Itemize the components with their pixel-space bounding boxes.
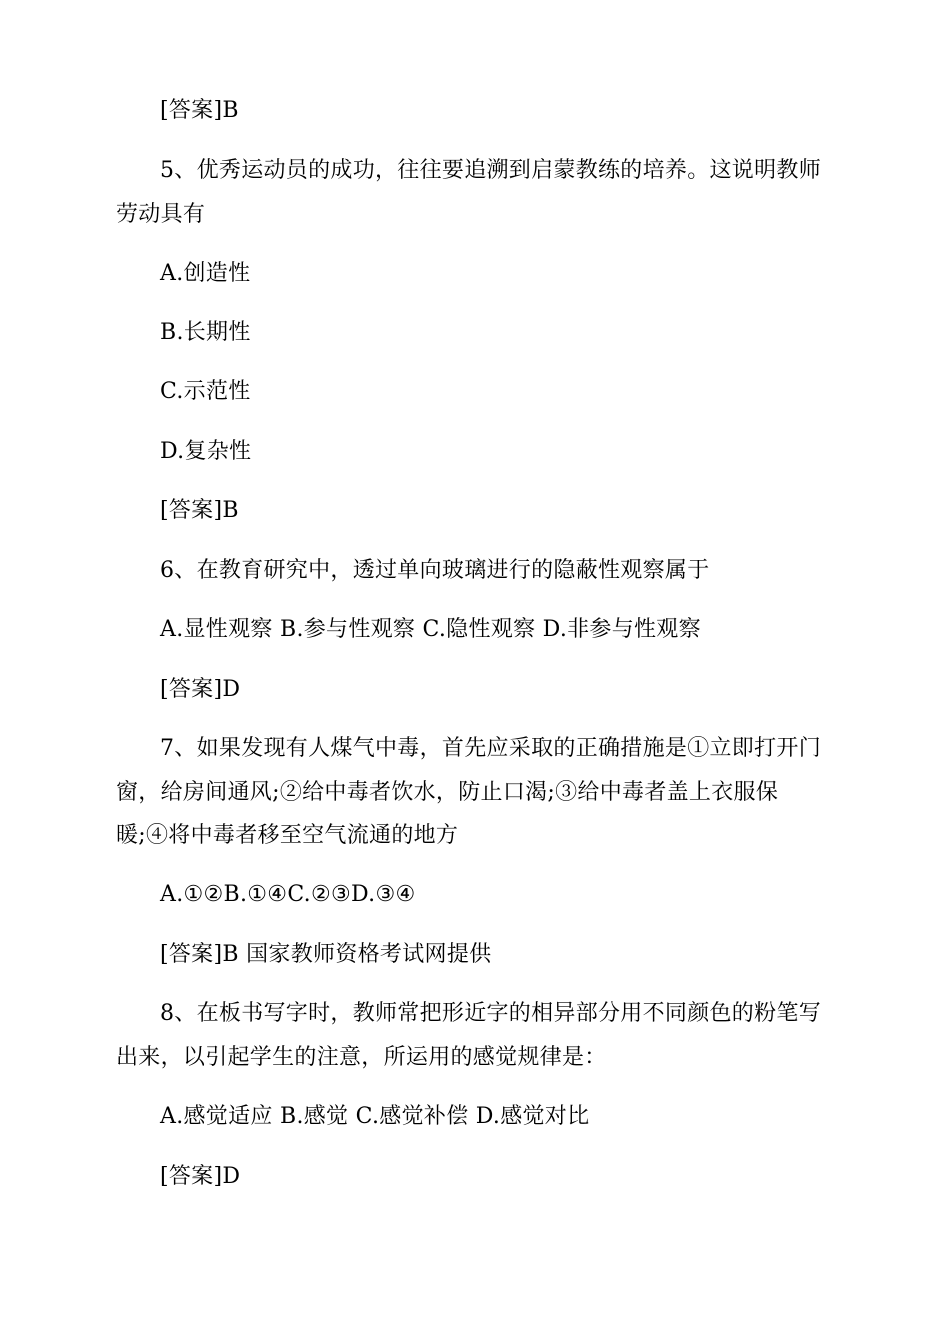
answer-line: [答案]B <box>160 498 239 523</box>
option-line: C.示范性 <box>160 379 251 404</box>
question-5-text-cont: 劳动具有 <box>116 202 206 227</box>
options-line: A.①②B.①④C.②③D.③④ <box>160 882 416 907</box>
question-7-text-cont: 窗，给房间通风;②给中毒者饮水，防止口渴;③给中毒者盖上衣服保 <box>116 780 779 805</box>
question-7-text: 7、如果发现有人煤气中毒，首先应采取的正确措施是①立即打开门 <box>160 736 821 761</box>
question-8-text: 8、在板书写字时，教师常把形近字的相异部分用不同颜色的粉笔写 <box>160 1001 821 1026</box>
options-line: A.感觉适应 B.感觉 C.感觉补偿 D.感觉对比 <box>160 1104 590 1129</box>
answer-line: [答案]D <box>160 1164 241 1189</box>
option-line: D.复杂性 <box>160 439 252 464</box>
option-line: B.长期性 <box>160 320 251 345</box>
option-line: A.创造性 <box>160 261 251 286</box>
question-6-text: 6、在教育研究中，透过单向玻璃进行的隐蔽性观察属于 <box>160 558 710 583</box>
options-line: A.显性观察 B.参与性观察 C.隐性观察 D.非参与性观察 <box>160 617 701 642</box>
answer-line: [答案]B 国家教师资格考试网提供 <box>160 942 492 967</box>
answer-line: [答案]B <box>160 98 239 123</box>
question-5-text: 5、优秀运动员的成功，往往要追溯到启蒙教练的培养。这说明教师 <box>160 158 821 183</box>
answer-line: [答案]D <box>160 677 241 702</box>
question-7-text-cont: 暖;④将中毒者移至空气流通的地方 <box>116 823 459 848</box>
question-8-text-cont: 出来，以引起学生的注意，所运用的感觉规律是： <box>116 1045 607 1070</box>
